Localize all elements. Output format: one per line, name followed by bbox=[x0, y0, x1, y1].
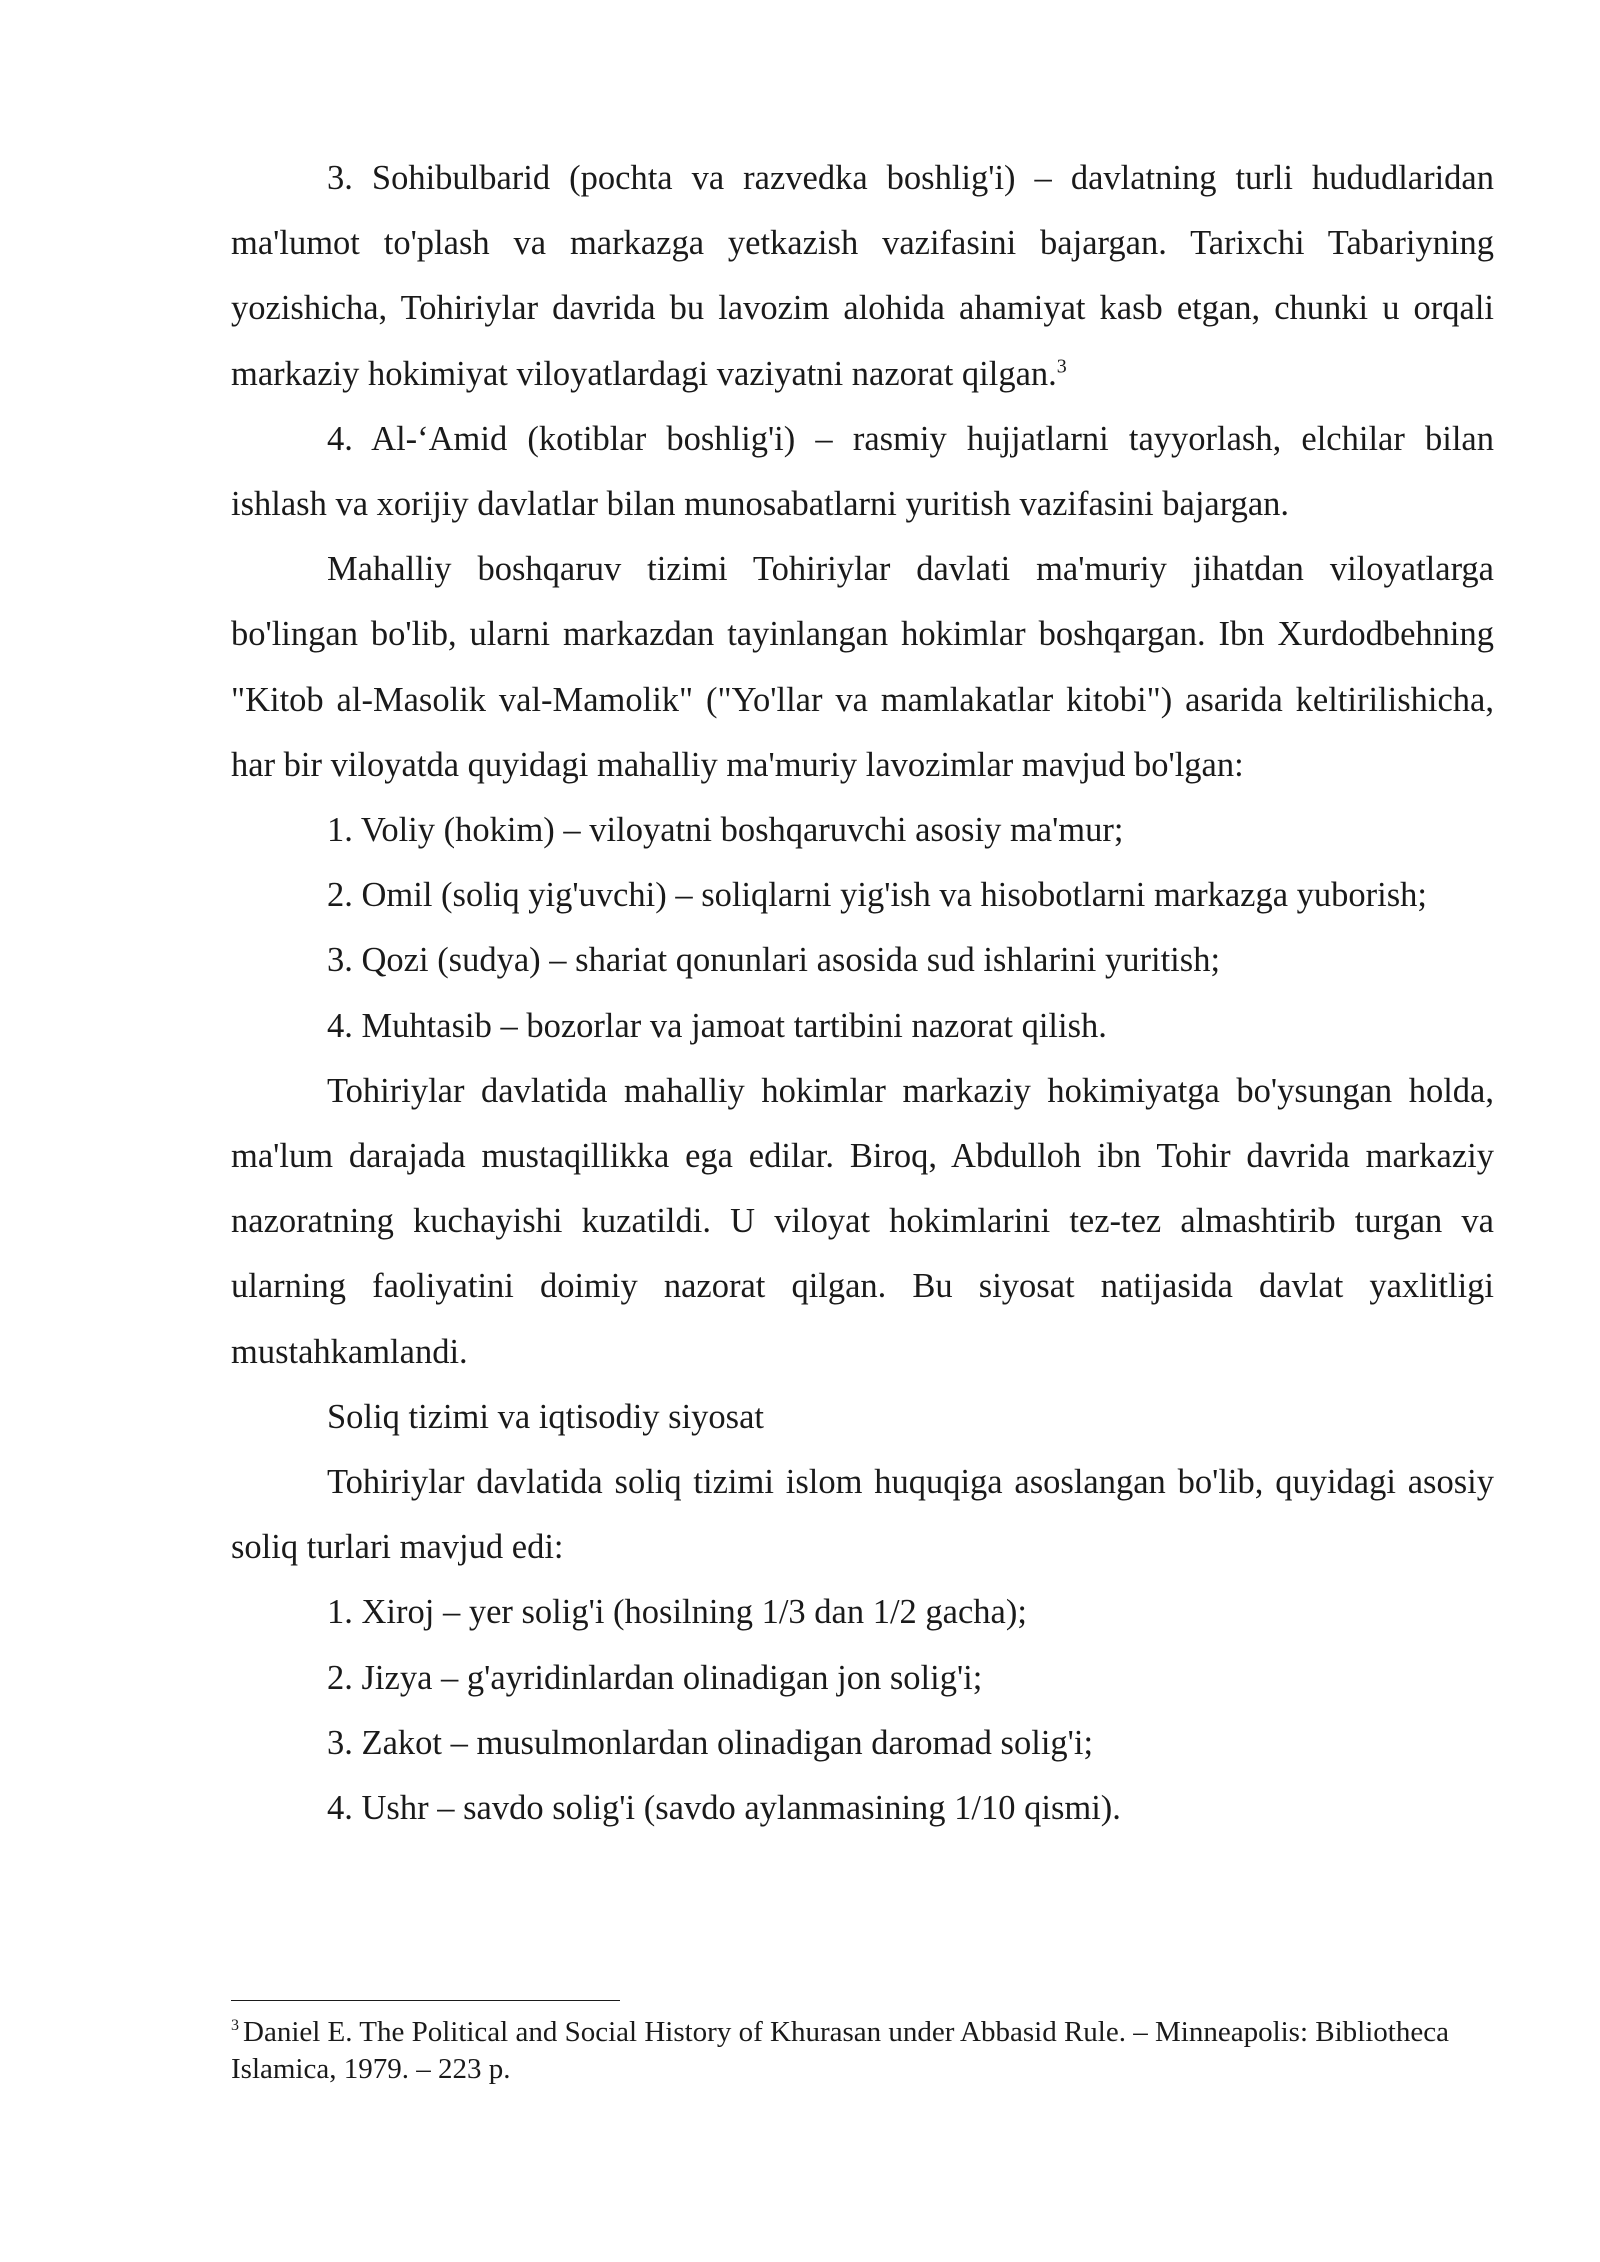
paragraph bbox=[231, 1450, 1494, 1580]
paragraph-text: 4. Al-‘Amid (kotiblar boshlig'i) – rasmiy hujjatlarni tayyorlash, elchilar bilan ishlash va xorijiy davlatlar bilan munosabatlarni yuritish vazifasini bajargan. bbox=[231, 419, 1494, 524]
paragraph bbox=[231, 537, 1494, 798]
footnote-reference[interactable]: 3 bbox=[1056, 355, 1067, 378]
footnote-marker: 3 bbox=[231, 2017, 239, 2035]
footnote-text: Daniel E. The Political and Social History of Khurasan under Abbasid Rule. – Minneapolis: Bibliotheca Islamica, 1979. – 223 p. bbox=[231, 2016, 1449, 2085]
list-item bbox=[231, 1580, 1494, 1645]
paragraph-text: Mahalliy boshqaruv tizimi Tohiriylar davlati ma'muriy jihatdan viloyatlarga bo'lingan bo'lib, ularni markazdan tayinlangan hokimlar boshqargan. Ibn Xurdodbehning "Kitob al-Masolik val-Mamolik" ("Yo'llar va mamlakatlar kitobi") asarida keltirilishicha, har bir viloyatda quyidagi mahalliy ma'muriy lavozimlar mavjud bo'lgan: bbox=[231, 550, 1494, 784]
paragraph-text: 3. Sohibulbarid (pochta va razvedka boshlig'i) – davlatning turli hududlaridan ma'lumot to'plash va markazga yetkazish vazifasini bajargan. Tarixchi Tabariyning yozishicha, Tohiriylar davrida bu lavozim alohida ahamiyat kasb etgan, chunki u orqali markaziy hokimiyat viloyatlardagi vaziyatni nazorat qilgan. bbox=[231, 159, 1494, 393]
list-item-text: 3. Zakot – musulmonlardan olinadigan daromad solig'i; bbox=[327, 1723, 1094, 1762]
paragraph bbox=[231, 407, 1494, 537]
footnote bbox=[231, 2014, 1494, 2088]
list-item bbox=[231, 1646, 1494, 1711]
list-item bbox=[231, 1711, 1494, 1776]
footnote-separator bbox=[231, 2000, 620, 2001]
paragraph bbox=[231, 146, 1494, 407]
list-item bbox=[231, 928, 1494, 993]
list-item bbox=[231, 994, 1494, 1059]
body-text bbox=[231, 146, 1494, 1841]
list-item bbox=[231, 798, 1494, 863]
list-item-text: 2. Omil (soliq yig'uvchi) – soliqlarni yig'ish va hisobotlarni markazga yuborish; bbox=[327, 876, 1427, 915]
list-item-text: 4. Ushr – savdo solig'i (savdo aylanmasining 1/10 qismi). bbox=[327, 1789, 1121, 1828]
list-item bbox=[231, 1776, 1494, 1841]
list-item bbox=[231, 863, 1494, 928]
paragraph bbox=[231, 1059, 1494, 1385]
paragraph-text: Tohiriylar davlatida mahalliy hokimlar markaziy hokimiyatga bo'ysungan holda, ma'lum darajada mustaqillikka ega edilar. Biroq, Abdulloh ibn Tohir davrida markaziy nazoratning kuchayishi kuzatildi. U viloyat hokimlarini tez-tez almashtirib turgan va ularning faoliyatini doimiy nazorat qilgan. Bu siyosat natijasida davlat yaxlitligi mustahkamlandi. bbox=[231, 1071, 1494, 1371]
section-heading-text: Soliq tizimi va iqtisodiy siyosat bbox=[327, 1397, 765, 1436]
section-heading bbox=[231, 1385, 1494, 1450]
list-item-text: 1. Xiroj – yer solig'i (hosilning 1/3 dan 1/2 gacha); bbox=[327, 1593, 1027, 1632]
list-item-text: 3. Qozi (sudya) – shariat qonunlari asosida sud ishlarini yuritish; bbox=[327, 941, 1221, 980]
list-item-text: 2. Jizya – g'ayridinlardan olinadigan jon solig'i; bbox=[327, 1658, 983, 1697]
list-item-text: 4. Muhtasib – bozorlar va jamoat tartibini nazorat qilish. bbox=[327, 1006, 1107, 1045]
list-item-text: 1. Voliy (hokim) – viloyatni boshqaruvchi asosiy ma'mur; bbox=[327, 811, 1124, 850]
paragraph-text: Tohiriylar davlatida soliq tizimi islom huquqiga asoslangan bo'lib, quyidagi asosiy soliq turlari mavjud edi: bbox=[231, 1463, 1494, 1567]
